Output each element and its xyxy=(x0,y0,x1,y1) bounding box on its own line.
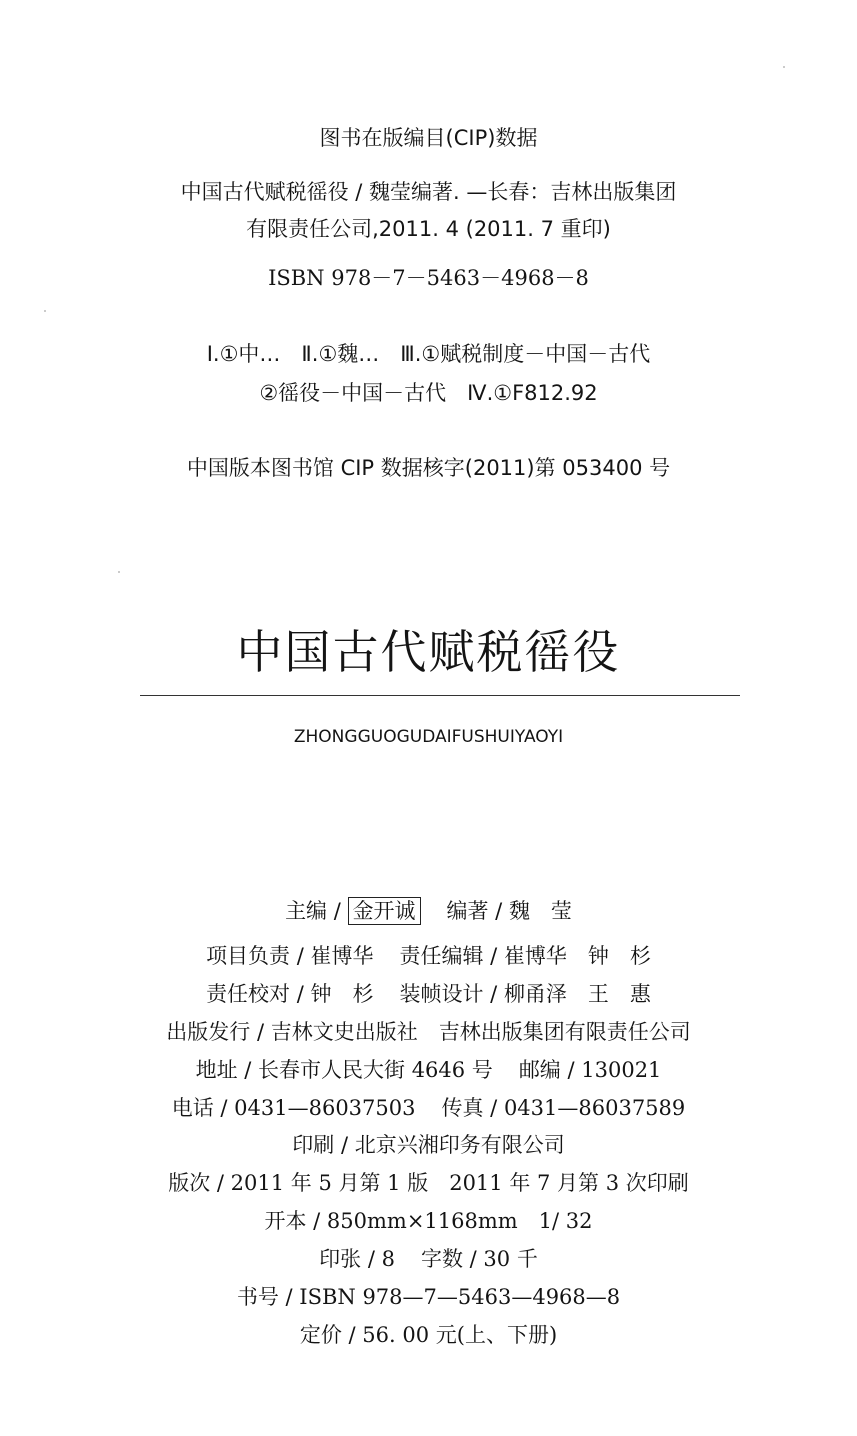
cip-publisher-line: 有限责任公司,2011. 4 (2011. 7 重印) xyxy=(246,217,611,241)
format-value: 850mm×1168mm 1/ 32 xyxy=(326,1209,593,1233)
sheets-label: 印张 / xyxy=(319,1247,382,1271)
credits-printer-row xyxy=(0,1129,857,1159)
credits-sheets-row xyxy=(0,1243,857,1273)
words-value: 30 千 xyxy=(483,1247,538,1271)
design-names: 柳甬泽 王 惠 xyxy=(503,982,651,1006)
price-label: 定价 / xyxy=(299,1323,363,1347)
address-label: 地址 / xyxy=(195,1058,259,1082)
cip-classification-1: Ⅰ.①中… Ⅱ.①魏… Ⅲ.①赋税制度－中国－古代 xyxy=(206,342,651,366)
cip-heading: 图书在版编目(CIP)数据 xyxy=(319,126,538,150)
design-label: 装帧设计 / xyxy=(399,982,504,1006)
credits-proof-row xyxy=(0,978,857,1008)
book-title: 中国古代赋税徭役 xyxy=(236,625,621,679)
editor-names: 崔博华 钟 杉 xyxy=(503,944,651,968)
cip-record-number: 中国版本图书馆 CIP 数据核字(2011)第 053400 号 xyxy=(186,456,671,480)
editor-label: 责任编辑 / xyxy=(399,944,504,968)
chief-editor-label: 主编 / xyxy=(285,899,348,923)
book-title-pinyin: ZHONGGUOGUDAIFUSHUIYAOYI xyxy=(293,727,564,747)
credits-editors-row xyxy=(0,895,857,925)
scan-speck xyxy=(118,571,120,573)
credits-publisher-row xyxy=(0,1016,857,1046)
proof-name: 钟 杉 xyxy=(310,982,374,1006)
fax-value: 0431—86037589 xyxy=(503,1096,686,1120)
fax-label: 传真 / xyxy=(441,1096,504,1120)
price-value: 56. 00 元(上、下册) xyxy=(362,1323,558,1347)
booknum-value: ISBN 978—7—5463—4968—8 xyxy=(299,1285,621,1309)
chief-editor-stamp: 金开诚 xyxy=(348,897,421,925)
credits-price-row xyxy=(0,1319,857,1349)
format-label: 开本 / xyxy=(264,1209,327,1233)
publisher-name: 吉林文史出版社 吉林出版集团有限责任公司 xyxy=(270,1020,691,1044)
booknum-label: 书号 / xyxy=(236,1285,300,1309)
credits-phone-row xyxy=(0,1092,857,1122)
phone-label: 电话 / xyxy=(171,1096,235,1120)
cip-bibliographic-line: 中国古代赋税徭役 / 魏莹编著. —长春：吉林出版集团 xyxy=(180,180,677,204)
credits-address-row xyxy=(0,1054,857,1084)
credits-project-row xyxy=(0,940,857,970)
printer-label: 印刷 / xyxy=(292,1133,355,1157)
title-divider xyxy=(140,695,740,696)
cip-classification-2: ②徭役－中国－古代 Ⅳ.①F812.92 xyxy=(259,381,598,405)
scan-speck xyxy=(44,310,46,312)
credits-format-row xyxy=(0,1205,857,1235)
edition-label: 版次 / xyxy=(168,1171,231,1195)
postcode-label: 邮编 / xyxy=(518,1058,582,1082)
credits-booknum-row xyxy=(0,1281,857,1311)
cip-isbn: ISBN 978－7－5463－4968－8 xyxy=(268,266,589,290)
author-label: 编著 / xyxy=(446,899,509,923)
sheets-value: 8 xyxy=(381,1247,395,1271)
publisher-label: 出版发行 / xyxy=(166,1020,271,1044)
words-label: 字数 / xyxy=(420,1247,484,1271)
phone-value: 0431—86037503 xyxy=(234,1096,416,1120)
scan-speck xyxy=(783,66,785,68)
credits-edition-row xyxy=(0,1167,857,1197)
project-label: 项目负责 / xyxy=(206,944,311,968)
edition-value: 2011 年 5 月第 1 版 2011 年 7 月第 3 次印刷 xyxy=(230,1171,689,1195)
address-value: 长春市人民大街 4646 号 xyxy=(258,1058,493,1082)
printer-name: 北京兴湘印务有限公司 xyxy=(354,1133,565,1157)
author-name: 魏 莹 xyxy=(508,899,572,923)
postcode-value: 130021 xyxy=(581,1058,662,1082)
project-name: 崔博华 xyxy=(310,944,374,968)
proof-label: 责任校对 / xyxy=(206,982,311,1006)
